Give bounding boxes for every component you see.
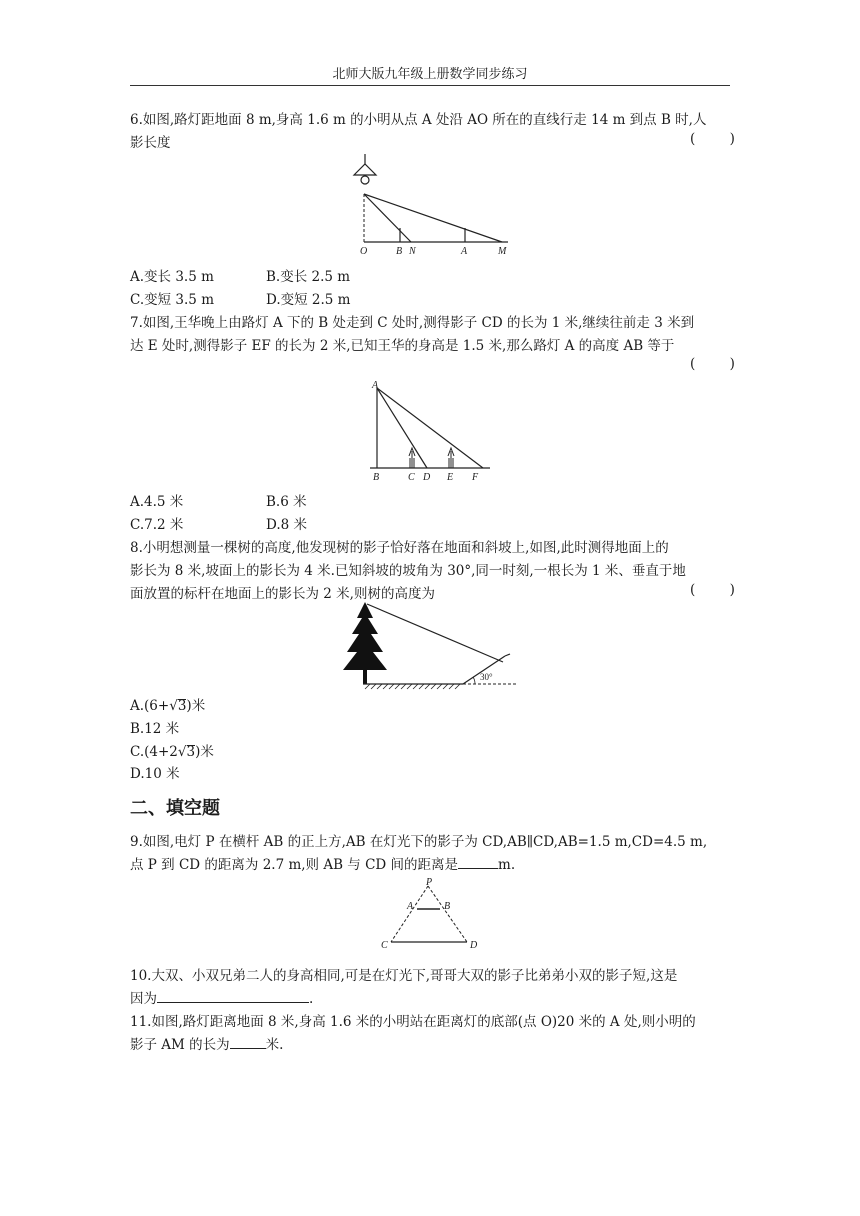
q7-label-d: D	[423, 472, 431, 483]
q8-option-c-radicand: 3	[186, 744, 196, 760]
q10-text-line1: 10.大双、小双兄弟二人的身高相同,可是在灯光下,哥哥大双的影子比弟弟小双的影子短,这是	[130, 968, 678, 984]
tree-icon	[343, 602, 387, 684]
sqrt-symbol-icon: √	[177, 744, 187, 760]
q6-text-line2: 影长度	[130, 135, 171, 151]
q10-line2-prefix: 因为	[130, 991, 157, 1007]
q8-option-b: B.12 米	[130, 721, 180, 737]
person-icon	[409, 448, 415, 468]
q8-option-c-suffix: )米	[195, 744, 214, 760]
q6-option-a: A.变长 3.5 m	[130, 269, 214, 285]
q9-answer-blank[interactable]	[458, 856, 498, 869]
q9-label-d: D	[470, 940, 478, 951]
q8-text-line3: 面放置的标杆在地面上的影长为 2 米,则树的高度为	[130, 586, 435, 602]
header-rule	[130, 85, 730, 86]
q6-option-d: D.变短 2.5 m	[266, 292, 351, 308]
q8-option-a-prefix: A.(6+	[130, 698, 170, 714]
q10-text-line2	[130, 987, 313, 1007]
q7-option-d: D.8 米	[266, 517, 308, 533]
sqrt-symbol-icon: √	[169, 698, 178, 714]
q7-answer-paren: ( )	[690, 356, 735, 372]
q11-text-line2	[130, 1033, 283, 1053]
section-title-fill-blank: 二、填空题	[130, 798, 220, 819]
q10-answer-blank[interactable]	[157, 990, 309, 1003]
q6-label-a: A	[461, 246, 468, 257]
q11-line2-suffix: 米.	[265, 1037, 284, 1053]
q8-option-a-suffix: )米	[186, 698, 206, 714]
q8-figure	[335, 600, 525, 692]
q6-light-ray-m	[364, 194, 502, 242]
q7-text-line2: 达 E 处时,测得影子 EF 的长为 2 米,已知王华的身高是 1.5 米,那么路灯 A 的高度 AB 等于	[130, 338, 675, 354]
q7-option-c: C.7.2 米	[130, 517, 184, 533]
q7-figure	[365, 378, 500, 484]
person-icon	[448, 448, 454, 468]
q10-line2-suffix: .	[309, 991, 314, 1007]
q9-label-c: C	[381, 940, 388, 951]
q6-option-b: B.变长 2.5 m	[266, 269, 351, 285]
q6-option-c: C.变短 3.5 m	[130, 292, 214, 308]
q6-label-n: N	[409, 246, 416, 257]
q8-text-line1: 8.小明想测量一棵树的高度,他发现树的影子恰好落在地面和斜坡上,如图,此时测得地面上的	[130, 540, 669, 556]
q7-label-e: E	[447, 472, 454, 483]
q8-angle-arc	[473, 677, 475, 684]
q9-text-line1: 9.如图,电灯 P 在横杆 AB 的正上方,AB 在灯光下的影子为 CD,AB∥CD,AB=1.5 m,CD=4.5 m,	[130, 834, 708, 850]
q7-option-b: B.6 米	[266, 494, 307, 510]
q8-text-line2: 影长为 8 米,坡面上的影长为 4 米.已知斜坡的坡角为 30°,同一时刻,一根长为 1 米、垂直于地	[130, 563, 686, 579]
q6-label-b: B	[396, 246, 403, 257]
q7-ray-to-f	[377, 388, 483, 468]
q9-ray-pd	[428, 886, 467, 942]
q9-line2-suffix: m.	[498, 857, 516, 873]
q11-line2-prefix: 影子 AM 的长为	[130, 1037, 230, 1053]
q9-line2-prefix: 点 P 到 CD 的距离为 2.7 m,则 AB 与 CD 间的距离是	[130, 857, 459, 873]
q8-option-a-radicand: 3	[177, 698, 187, 714]
q9-ray-pc	[391, 886, 428, 942]
q7-label-a: A	[372, 380, 379, 391]
q8-slope-tip	[505, 654, 510, 656]
q9-label-a: A	[407, 901, 414, 912]
q6-label-m: M	[498, 246, 507, 257]
q8-option-a	[130, 694, 205, 714]
q7-option-a: A.4.5 米	[130, 494, 184, 510]
q9-label-b: B	[444, 901, 451, 912]
q8-sun-ray	[367, 604, 503, 662]
q9-label-p: P	[426, 877, 433, 888]
q6-answer-paren: ( )	[690, 131, 735, 147]
q11-text-line1: 11.如图,路灯距离地面 8 米,身高 1.6 米的小明站在距离灯的底部(点 O)20 米的 A 处,则小明的	[130, 1014, 696, 1030]
q7-ray-to-d	[377, 388, 427, 468]
q6-figure	[350, 152, 520, 258]
q9-figure	[375, 876, 485, 954]
ground-hatching	[365, 684, 460, 689]
q7-label-b: B	[373, 472, 380, 483]
q11-answer-blank[interactable]	[230, 1036, 266, 1049]
q6-text-line1: 6.如图,路灯距地面 8 m,身高 1.6 m 的小明从点 A 处沿 AO 所在的直线行走 14 m 到点 B 时,人	[130, 112, 707, 128]
q6-label-o: O	[360, 246, 368, 257]
q8-option-d: D.10 米	[130, 766, 180, 782]
page-header-title: 北师大版九年级上册数学同步练习	[332, 67, 528, 82]
q9-text-line2	[130, 853, 515, 873]
q8-option-c-prefix: C.(4+2	[130, 744, 178, 760]
q7-label-f: F	[472, 472, 479, 483]
q8-answer-paren: ( )	[690, 582, 735, 598]
q7-text-line1: 7.如图,王华晚上由路灯 A 下的 B 处走到 C 处时,测得影子 CD 的长为 1 米,继续往前走 3 米到	[130, 315, 695, 331]
q6-light-ray-n	[364, 194, 411, 242]
q8-angle-label: 30°	[480, 672, 493, 682]
q8-option-c	[130, 740, 214, 760]
q7-label-c: C	[408, 472, 415, 483]
street-lamp-icon	[354, 154, 376, 184]
